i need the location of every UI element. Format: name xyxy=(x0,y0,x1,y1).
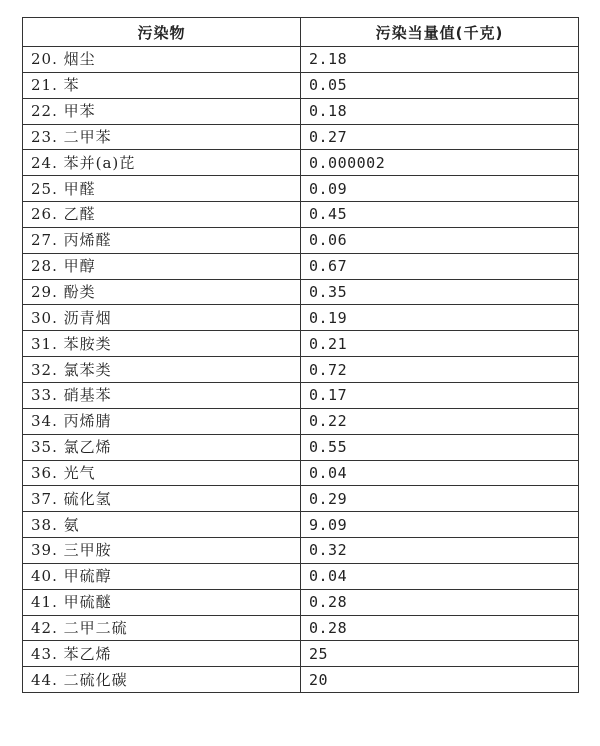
table-body xyxy=(23,47,579,693)
equivalent-value-cell: 0.06 xyxy=(301,227,579,253)
equivalent-value-cell: 0.04 xyxy=(301,563,579,589)
equivalent-value-cell: 20 xyxy=(301,667,579,693)
equivalent-value-cell: 0.29 xyxy=(301,486,579,512)
pollutant-name-cell: 44. 二硫化碳 xyxy=(23,667,301,693)
pollutant-name-cell: 39. 三甲胺 xyxy=(23,538,301,564)
table-row xyxy=(23,124,579,150)
pollutant-name-cell: 21. 苯 xyxy=(23,72,301,98)
table-row xyxy=(23,279,579,305)
pollutant-name-cell: 37. 硫化氢 xyxy=(23,486,301,512)
equivalent-value-cell: 9.09 xyxy=(301,512,579,538)
table-row xyxy=(23,641,579,667)
pollutant-name-cell: 42. 二甲二硫 xyxy=(23,615,301,641)
pollutant-name-cell: 33. 硝基苯 xyxy=(23,382,301,408)
pollutant-name-cell: 29. 酚类 xyxy=(23,279,301,305)
equivalent-value-cell: 0.67 xyxy=(301,253,579,279)
pollutant-name-cell: 23. 二甲苯 xyxy=(23,124,301,150)
pollutant-table-container xyxy=(22,17,578,693)
equivalent-value-cell: 0.18 xyxy=(301,98,579,124)
equivalent-value-cell: 0.09 xyxy=(301,176,579,202)
header-row xyxy=(23,18,579,47)
pollutant-name-cell: 35. 氯乙烯 xyxy=(23,434,301,460)
pollutant-name-cell: 30. 沥青烟 xyxy=(23,305,301,331)
table-row xyxy=(23,98,579,124)
pollutant-name-cell: 24. 苯并(a)芘 xyxy=(23,150,301,176)
equivalent-value-cell: 0.21 xyxy=(301,331,579,357)
equivalent-value-cell: 0.55 xyxy=(301,434,579,460)
equivalent-value-cell: 0.35 xyxy=(301,279,579,305)
table-row xyxy=(23,47,579,73)
equivalent-value-cell: 0.05 xyxy=(301,72,579,98)
table-row xyxy=(23,176,579,202)
pollutant-name-cell: 41. 甲硫醚 xyxy=(23,589,301,615)
pollutant-name-cell: 28. 甲醇 xyxy=(23,253,301,279)
table-row xyxy=(23,150,579,176)
pollutant-name-cell: 25. 甲醛 xyxy=(23,176,301,202)
pollutant-name-cell: 20. 烟尘 xyxy=(23,47,301,73)
table-row xyxy=(23,253,579,279)
equivalent-value-cell: 0.28 xyxy=(301,615,579,641)
table-row xyxy=(23,538,579,564)
pollutant-name-cell: 43. 苯乙烯 xyxy=(23,641,301,667)
pollutant-name-cell: 34. 丙烯腈 xyxy=(23,408,301,434)
header-equivalent-value: 污染当量值(千克) xyxy=(301,18,579,47)
table-row xyxy=(23,615,579,641)
pollutant-name-cell: 38. 氨 xyxy=(23,512,301,538)
table-row xyxy=(23,512,579,538)
equivalent-value-cell: 0.17 xyxy=(301,382,579,408)
table-row xyxy=(23,305,579,331)
equivalent-value-cell: 0.32 xyxy=(301,538,579,564)
pollutant-name-cell: 36. 光气 xyxy=(23,460,301,486)
header-pollutant: 污染物 xyxy=(23,18,301,47)
table-row xyxy=(23,357,579,383)
pollutant-equivalent-table xyxy=(22,17,579,693)
table-header xyxy=(23,18,579,47)
table-row xyxy=(23,460,579,486)
table-row xyxy=(23,486,579,512)
pollutant-name-cell: 31. 苯胺类 xyxy=(23,331,301,357)
equivalent-value-cell: 0.45 xyxy=(301,202,579,228)
equivalent-value-cell: 0.27 xyxy=(301,124,579,150)
table-row xyxy=(23,434,579,460)
pollutant-name-cell: 22. 甲苯 xyxy=(23,98,301,124)
table-row xyxy=(23,589,579,615)
equivalent-value-cell: 2.18 xyxy=(301,47,579,73)
table-row xyxy=(23,202,579,228)
table-row xyxy=(23,382,579,408)
equivalent-value-cell: 0.04 xyxy=(301,460,579,486)
equivalent-value-cell: 0.28 xyxy=(301,589,579,615)
pollutant-name-cell: 40. 甲硫醇 xyxy=(23,563,301,589)
table-row xyxy=(23,408,579,434)
table-row xyxy=(23,72,579,98)
table-row xyxy=(23,563,579,589)
pollutant-name-cell: 27. 丙烯醛 xyxy=(23,227,301,253)
equivalent-value-cell: 0.000002 xyxy=(301,150,579,176)
table-row xyxy=(23,667,579,693)
pollutant-name-cell: 26. 乙醛 xyxy=(23,202,301,228)
equivalent-value-cell: 0.72 xyxy=(301,357,579,383)
pollutant-name-cell: 32. 氯苯类 xyxy=(23,357,301,383)
table-row xyxy=(23,227,579,253)
equivalent-value-cell: 0.22 xyxy=(301,408,579,434)
equivalent-value-cell: 0.19 xyxy=(301,305,579,331)
table-row xyxy=(23,331,579,357)
equivalent-value-cell: 25 xyxy=(301,641,579,667)
